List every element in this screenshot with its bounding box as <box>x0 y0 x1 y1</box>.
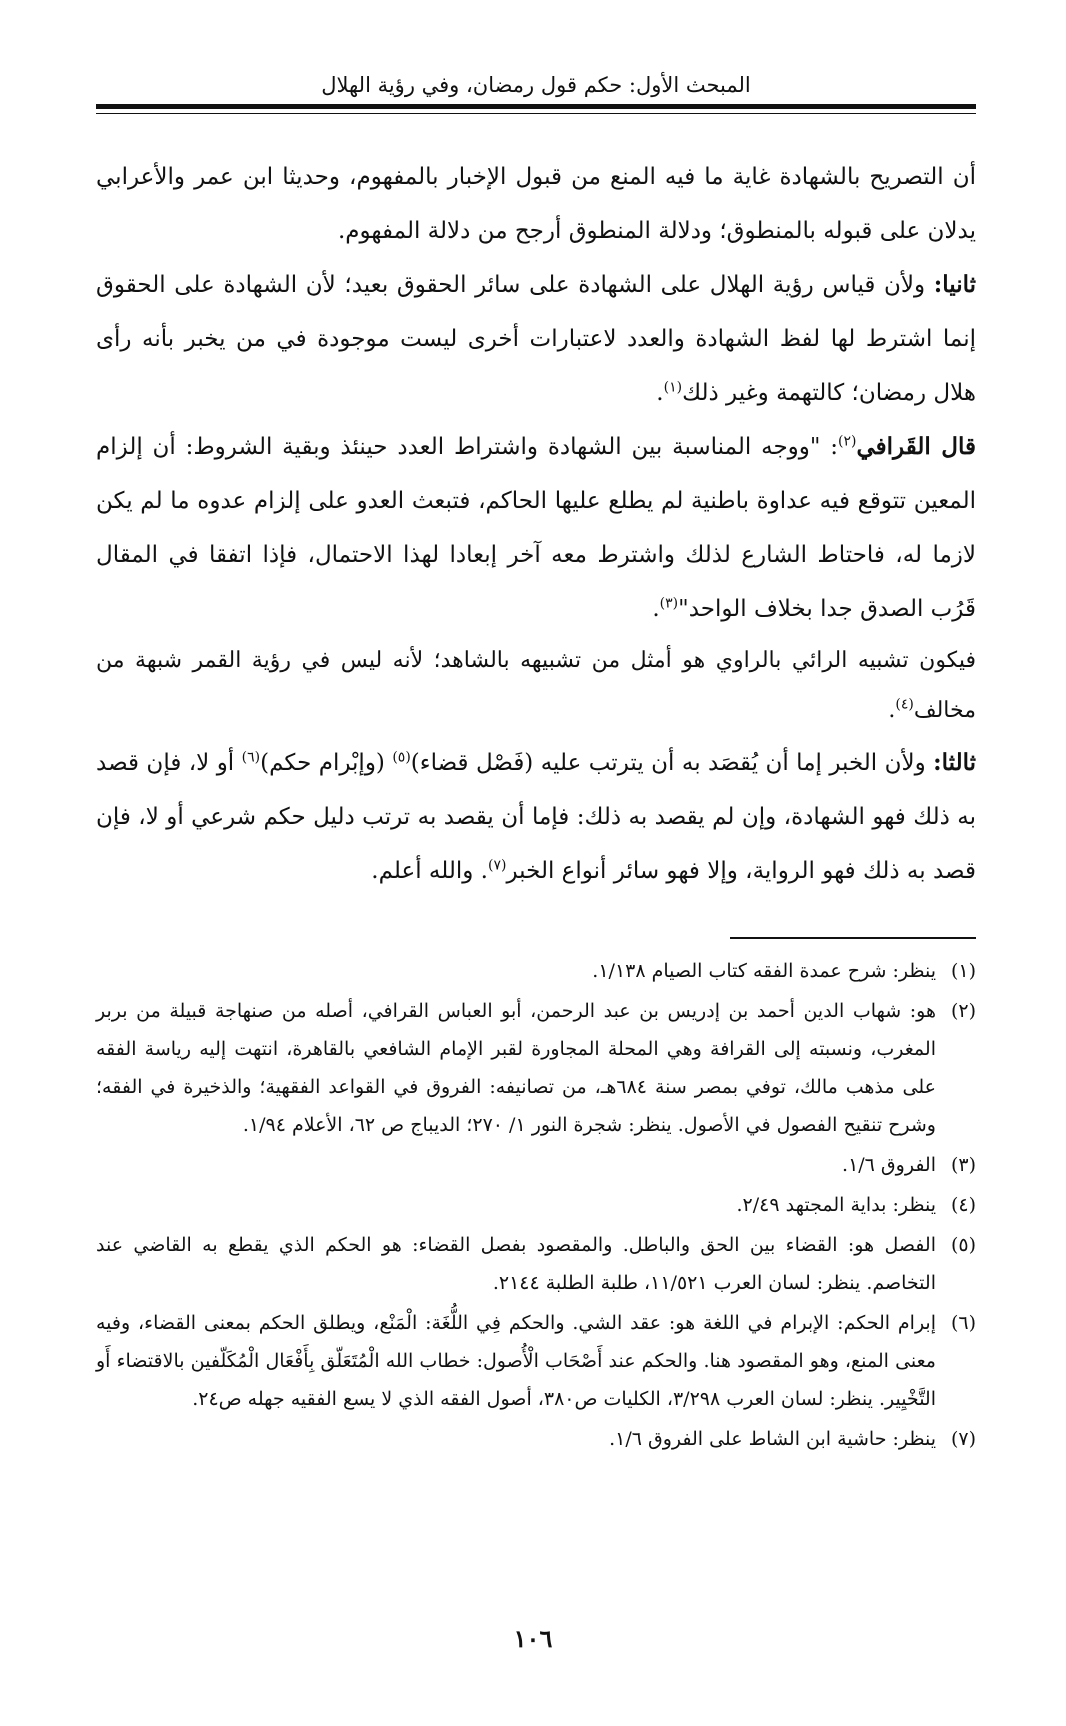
footnote-ref-5: (٥) <box>392 749 411 766</box>
footnote-ref-1: (١) <box>663 379 683 396</box>
paragraph-2-text: ولأن قياس رؤية الهلال على الشهادة على سائر الحقوق بعيد؛ لأن الشهادة على الحقوق إنما اشترط لها لفظ الشهادة والعدد لاعتبارات أخرى ليست موجودة في من يخبر بأنه رأى هلال رمضان؛ كالتهمة وغير ذلك <box>96 272 976 406</box>
running-header: المبحث الأول: حكم قول رمضان، وفي رؤية الهلال <box>321 73 751 97</box>
paragraph-4-text: فيكون تشبيه الرائي بالراوي هو أمثل من تشبيهه بالشاهد؛ لأنه ليس في رؤية القمر شبهة من مخالف <box>96 648 976 723</box>
footnote-5 <box>96 1226 976 1302</box>
footnote-4 <box>96 1186 976 1224</box>
footnote-1 <box>96 952 976 990</box>
paragraph-3-text: : "ووجه المناسبة بين الشهادة واشتراط العدد حينئذ وبقية الشروط: أن إلزام المعين تتوقع فيه عداوة باطنية لم يطلع عليها الحاكم، فتبعث العدو على إلزام عدوه ما لم يكن لازما له، فاحتاط الشارع لذلك واشترط معه آخر إبعادا لهذا الاحتمال، فإذا اتفقا في المقال قَرُب الصدق جدا بخلاف الواحد" <box>96 434 976 622</box>
footnote-ref-3: (٣) <box>659 595 679 612</box>
header-rule-thick <box>96 104 976 109</box>
footnote-ref-2: (٢) <box>838 433 857 450</box>
footnote-number: (٢) <box>950 1000 976 1022</box>
footnote-ref-7: (٧) <box>488 857 507 874</box>
footnote-separator <box>730 937 976 939</box>
paragraph-3-lead: قال القَرافي <box>856 433 977 460</box>
footnote-3 <box>96 1146 976 1184</box>
footnote-ref-6: (٦) <box>241 749 261 766</box>
footnote-number: (٣) <box>950 1154 976 1176</box>
footnote-ref-4: (٤) <box>895 696 914 713</box>
page-number: ١٠٦ <box>513 1624 553 1653</box>
footnote-number: (٤) <box>950 1194 976 1216</box>
footnote-text: إبرام الحكم: الإبرام في اللغة هو: عقد الشي. والحكم فِي اللُّغَة: الْمَنْع، ويطلق الحكم بمعنى القضاء، وفيه معنى المنع، وهو المقصود هنا. والحكم عند أَصْحَاب الْأُصول: خطاب الله الْمُتَعَلّق بِأَفْعَال الْمُكَلّفين بالاقتضاء أَو التَّخْيِير. ينظر: لسان العرب ٣/٢٩٨، الكليات ص٣٨٠، أصول الفقه الذي لا يسع الفقيه جهله ص٢٤. <box>96 1312 936 1410</box>
paragraph-2 <box>96 258 976 420</box>
footnote-text: ينظر: شرح عمدة الفقه كتاب الصيام ١/١٣٨. <box>592 960 936 982</box>
main-text <box>96 150 976 898</box>
footnote-text: هو: شهاب الدين أحمد بن إدريس بن عبد الرحمن، أبو العباس القرافي، أصله من صنهاجة قبيلة من بربر المغرب، ونسبته إلى القرافة وهي المحلة المجاورة لقبر الإمام الشافعي بالقاهرة، انتهت إليه رياسة الفقه على مذهب مالك، توفي بمصر سنة ٦٨٤هـ، من تصانيفه: الفروق في القواعد الفقهية؛ والذخيرة في الفقه؛ وشرح تنقيح الفصول في الأصول. ينظر: شجرة النور ١/ ٢٧٠؛ الديباج ص ٦٢، الأعلام ١/٩٤. <box>96 1000 936 1136</box>
footnote-number: (٦) <box>950 1312 976 1334</box>
paragraph-1 <box>96 150 976 258</box>
paragraph-4 <box>96 636 976 736</box>
paragraph-1-text: أن التصريح بالشهادة غاية ما فيه المنع من قبول الإخبار بالمفهوم، وحديثا ابن عمر والأعرابي يدلان على قبوله بالمنطوق؛ ودلالة المنطوق أرجح من دلالة المفهوم. <box>96 164 976 244</box>
header-rule-thin <box>96 113 976 114</box>
paragraph-5-text-a: ولأن الخبر إما أن يُقصَد به أن يترتب عليه (فَصْل قضاء) <box>410 750 934 776</box>
footnote-6 <box>96 1304 976 1418</box>
footnote-text: الفصل هو: القضاء بين الحق والباطل. والمقصود بفصل القضاء: هو الحكم الذي يقطع به القاضي عند التخاصم. ينظر: لسان العرب ١١/٥٢١، طلبة الطلبة ٢١٤٤. <box>96 1234 936 1294</box>
paragraph-5 <box>96 736 976 898</box>
footnote-text: ينظر: حاشية ابن الشاط على الفروق ١/٦. <box>609 1428 936 1450</box>
footnote-text: الفروق ١/٦. <box>842 1154 936 1176</box>
paragraph-2-lead: ثانيا: <box>933 271 976 298</box>
footnote-number: (١) <box>950 960 976 982</box>
paragraph-5-text-b: (وإبْرام حكم) <box>260 750 393 776</box>
paragraph-4-end: . <box>888 698 896 723</box>
paragraph-5-lead: ثالثا: <box>933 749 977 776</box>
paragraph-5-text-d: . والله أعلم. <box>371 858 488 884</box>
footnote-number: (٥) <box>950 1234 976 1256</box>
paragraph-3 <box>96 420 976 636</box>
footnote-2 <box>96 992 976 1144</box>
footnote-7 <box>96 1420 976 1458</box>
footnote-text: ينظر: بداية المجتهد ٢/٤٩. <box>736 1194 936 1216</box>
paragraph-3-end: . <box>652 596 660 622</box>
paragraph-5-text-c: أو لا، فإن قصد به ذلك فهو الشهادة، وإن لم يقصد به ذلك: فإما أن يقصد به ترتب دليل حكم شرعي أو لا، فإن قصد به ذلك فهو الرواية، وإلا فهو سائر أنواع الخبر <box>96 750 976 884</box>
footnotes <box>96 952 976 1460</box>
paragraph-2-end: . <box>656 380 664 406</box>
footnote-number: (٧) <box>950 1428 976 1450</box>
